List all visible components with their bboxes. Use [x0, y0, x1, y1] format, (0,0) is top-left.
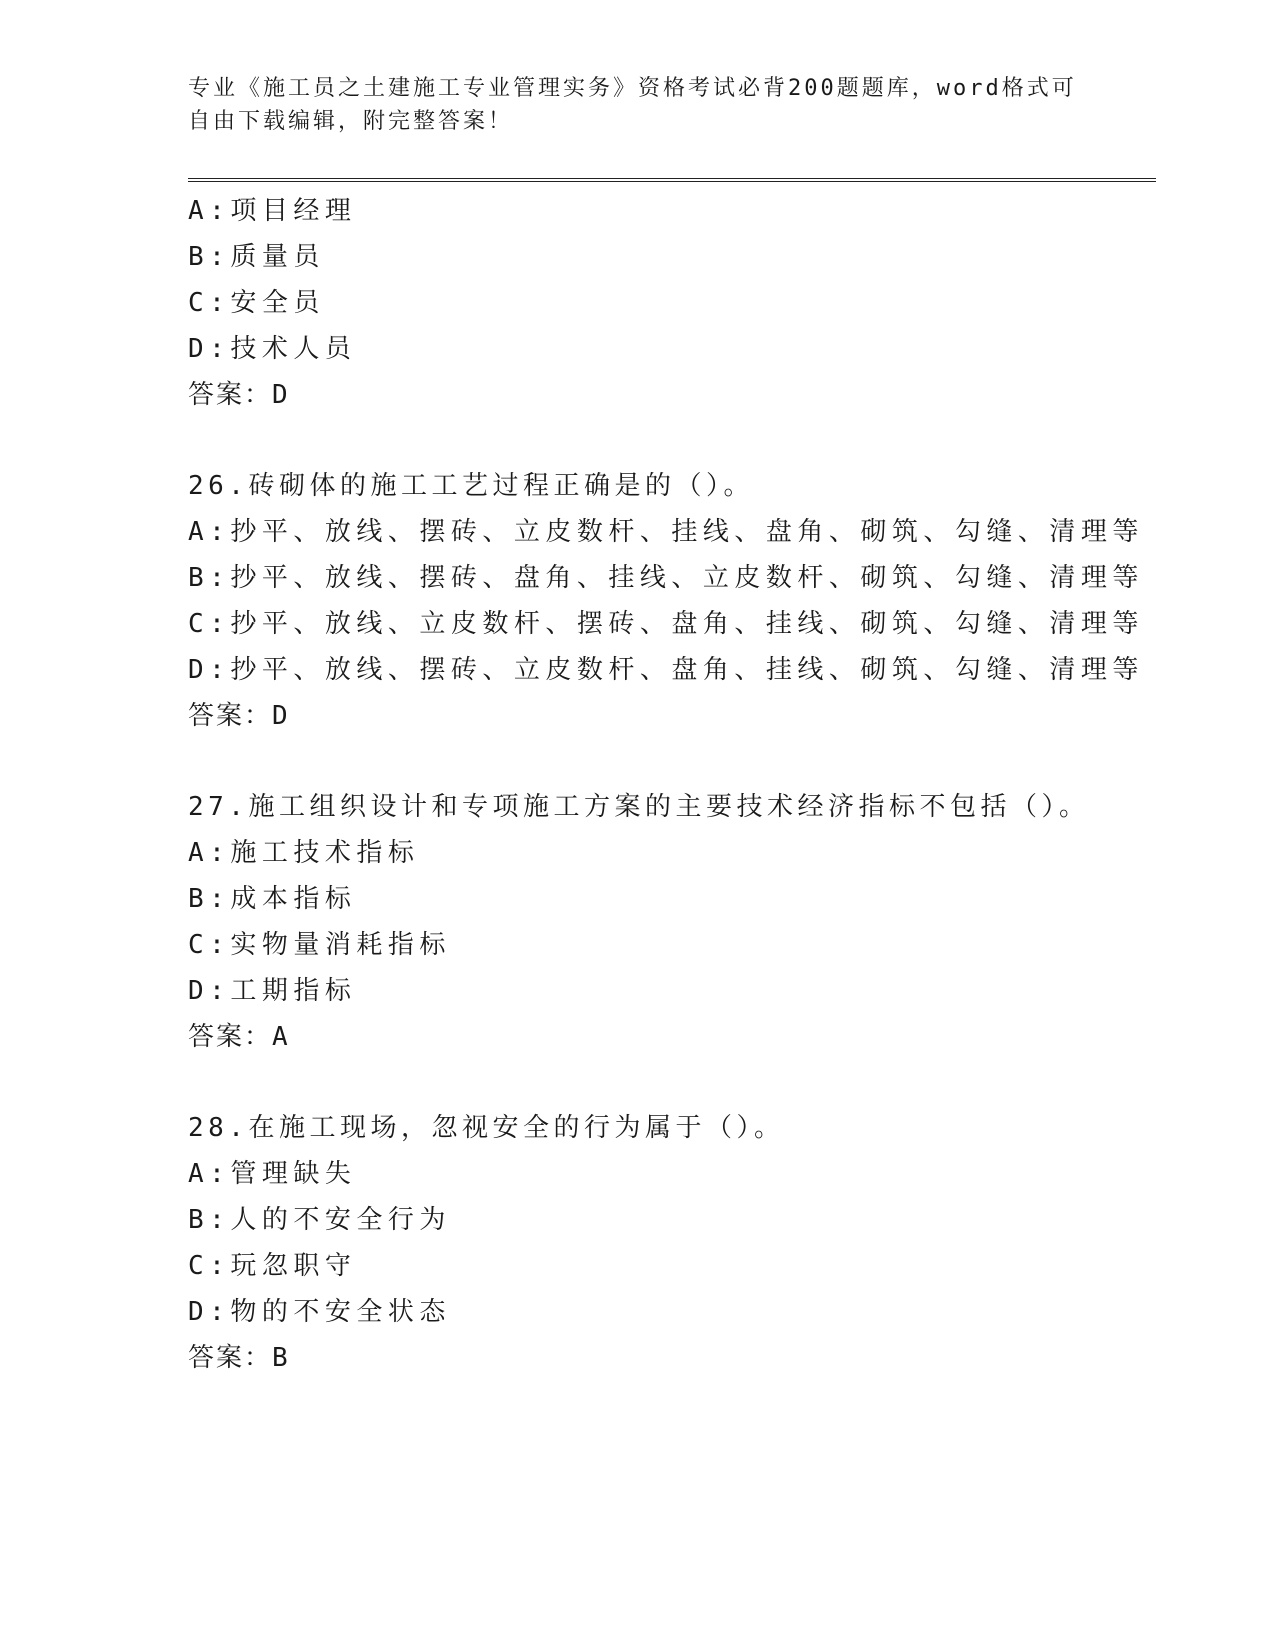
document-header — [188, 72, 1077, 138]
option-d: D:技术人员 — [188, 334, 357, 364]
answer-value: B — [272, 1343, 290, 1373]
question-block-26 — [188, 463, 1148, 739]
option-b: B:质量员 — [188, 242, 325, 272]
header-title-line-2: 自由下载编辑，附完整答案！ — [188, 109, 514, 134]
option-b: B:成本指标 — [188, 884, 357, 914]
option-a: A:抄平、放线、摆砖、立皮数杆、挂线、盘角、砌筑、勾缝、清理等 — [188, 517, 1144, 547]
answer-value: D — [272, 380, 290, 410]
option-a: A:管理缺失 — [188, 1159, 357, 1189]
answer-value: A — [272, 1022, 290, 1052]
option-c: C:玩忽职守 — [188, 1251, 357, 1281]
option-c: C:安全员 — [188, 288, 325, 318]
header-double-rule — [188, 178, 1156, 182]
option-a: A:项目经理 — [188, 196, 357, 226]
option-d: D:抄平、放线、摆砖、立皮数杆、盘角、挂线、砌筑、勾缝、清理等 — [188, 655, 1144, 685]
answer: 答案：D — [188, 701, 290, 731]
question-block-27 — [188, 784, 1148, 1060]
answer: 答案：A — [188, 1022, 290, 1052]
question-block-25 — [188, 188, 1148, 418]
question-text: 26.砖砌体的施工工艺过程正确是的（）。 — [188, 471, 754, 501]
option-c: C:抄平、放线、立皮数杆、摆砖、盘角、挂线、砌筑、勾缝、清理等 — [188, 609, 1144, 639]
option-d: D:工期指标 — [188, 976, 357, 1006]
option-b: B:抄平、放线、摆砖、盘角、挂线、立皮数杆、砌筑、勾缝、清理等 — [188, 563, 1144, 593]
answer: 答案：B — [188, 1343, 290, 1373]
answer: 答案：D — [188, 380, 290, 410]
option-c: C:实物量消耗指标 — [188, 930, 451, 960]
option-b: B:人的不安全行为 — [188, 1205, 451, 1235]
question-text: 28.在施工现场，忽视安全的行为属于（）。 — [188, 1113, 785, 1143]
header-title-line-1: 专业《施工员之土建施工专业管理实务》资格考试必背200题题库，word格式可 — [188, 76, 1077, 101]
option-a: A:施工技术指标 — [188, 838, 420, 868]
question-list — [188, 188, 1148, 1381]
question-text: 27.施工组织设计和专项施工方案的主要技术经济指标不包括（）。 — [188, 792, 1090, 822]
answer-value: D — [272, 701, 290, 731]
question-block-28 — [188, 1105, 1148, 1381]
option-d: D:物的不安全状态 — [188, 1297, 451, 1327]
